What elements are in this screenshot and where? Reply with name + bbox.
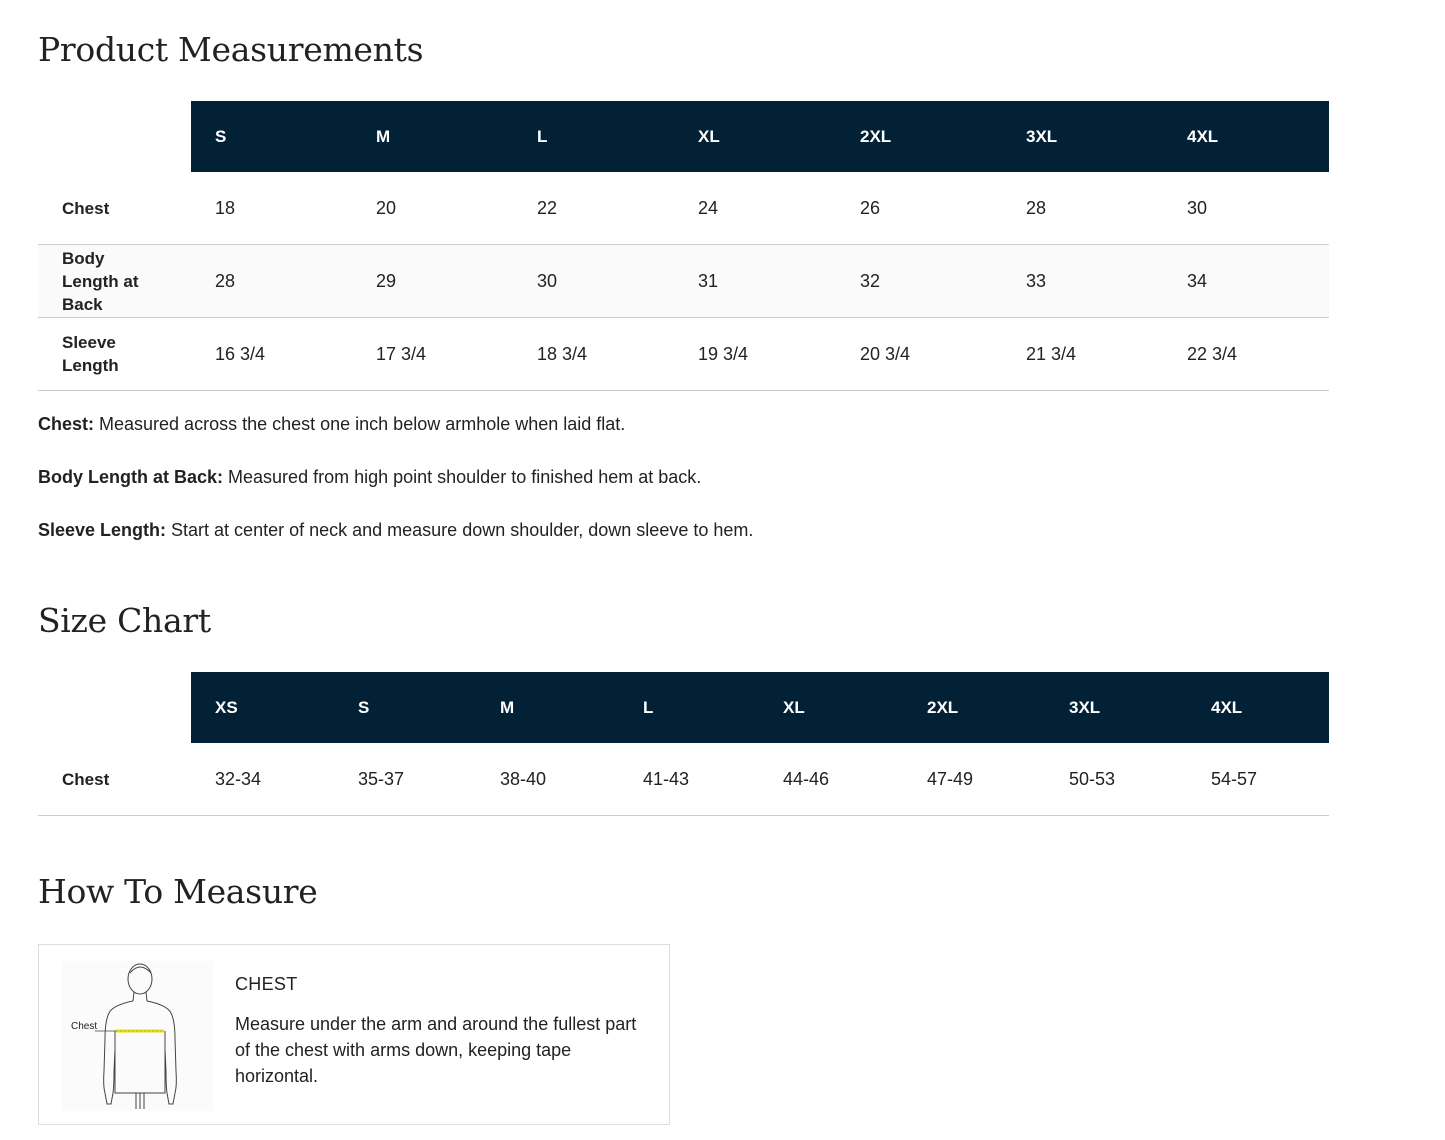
size-header: 2XL [836,101,1002,172]
table-row [38,172,1329,245]
cell-value: 30 [1163,172,1329,245]
size-chart-table [38,672,1329,816]
cell-value: 24 [674,172,836,245]
size-header: 4XL [1163,101,1329,172]
cell-value: 41-43 [619,743,759,816]
cell-value: 31 [674,245,836,318]
how-to-measure-title: How To Measure [38,872,318,911]
body-outline-illustration [61,961,213,1111]
cell-value: 22 [513,172,674,245]
cell-value: 20 3/4 [836,318,1002,391]
measurement-notes [38,413,753,572]
table-row [38,245,1329,318]
cell-value: 21 3/4 [1002,318,1163,391]
cell-value: 47-49 [903,743,1045,816]
note-term: Body Length at Back: [38,467,224,487]
chest-measure-figure [61,961,213,1111]
note-chest [38,413,753,435]
cell-value: 18 [191,172,352,245]
card-description: Measure under the arm and around the fullest part of the chest with arms down, keeping tape horizontal. [235,1014,637,1086]
note-term: Chest: [38,414,95,434]
row-label [38,245,191,318]
cell-value: 22 3/4 [1163,318,1329,391]
cell-value: 32 [836,245,1002,318]
header-row [38,101,1329,172]
card-heading: CHEST [235,974,298,994]
size-header: 3XL [1002,101,1163,172]
cell-value: 29 [352,245,513,318]
note-body-length [38,466,753,488]
cell-value: 32-34 [191,743,334,816]
cell-value: 28 [1002,172,1163,245]
product-measurements-title: Product Measurements [38,30,424,69]
cell-value: 38-40 [476,743,619,816]
size-header: 4XL [1187,672,1329,743]
header-blank-cell [38,101,191,172]
cell-value: 44-46 [759,743,903,816]
cell-value: 26 [836,172,1002,245]
measure-card-chest [38,944,670,1125]
row-label: Chest [38,172,191,245]
header-blank-cell [38,672,191,743]
note-text: Measured from high point shoulder to finished hem at back. [223,467,702,487]
size-header: L [619,672,759,743]
size-header: 2XL [903,672,1045,743]
cell-value: 54-57 [1187,743,1329,816]
table-row [38,318,1329,391]
cell-value: 19 3/4 [674,318,836,391]
size-header: S [191,101,352,172]
note-text: Start at center of neck and measure down shoulder, down sleeve to hem. [166,520,754,540]
cell-value: 50-53 [1045,743,1187,816]
cell-value: 28 [191,245,352,318]
row-label [38,318,191,391]
row-label: Chest [38,743,191,816]
size-header: XS [191,672,334,743]
cell-value: 33 [1002,245,1163,318]
cell-value: 16 3/4 [191,318,352,391]
header-row [38,672,1329,743]
product-measurements-table [38,101,1329,391]
size-header: XL [759,672,903,743]
note-term: Sleeve Length: [38,520,167,540]
cell-value: 34 [1163,245,1329,318]
size-header: L [513,101,674,172]
size-header: XL [674,101,836,172]
cell-value: 17 3/4 [352,318,513,391]
figure-chest-label: Chest [71,1021,98,1032]
note-text: Measured across the chest one inch below armhole when laid flat. [94,414,626,434]
row-label-text: Sleeve Length [62,333,119,375]
size-header: 3XL [1045,672,1187,743]
row-label-text: Body Length at Back [62,248,139,314]
cell-value: 35-37 [334,743,476,816]
cell-value: 18 3/4 [513,318,674,391]
size-header: S [334,672,476,743]
size-chart-title: Size Chart [38,601,211,640]
cell-value: 30 [513,245,674,318]
size-header: M [352,101,513,172]
note-sleeve-length [38,519,753,541]
size-header: M [476,672,619,743]
table-row [38,743,1329,816]
cell-value: 20 [352,172,513,245]
